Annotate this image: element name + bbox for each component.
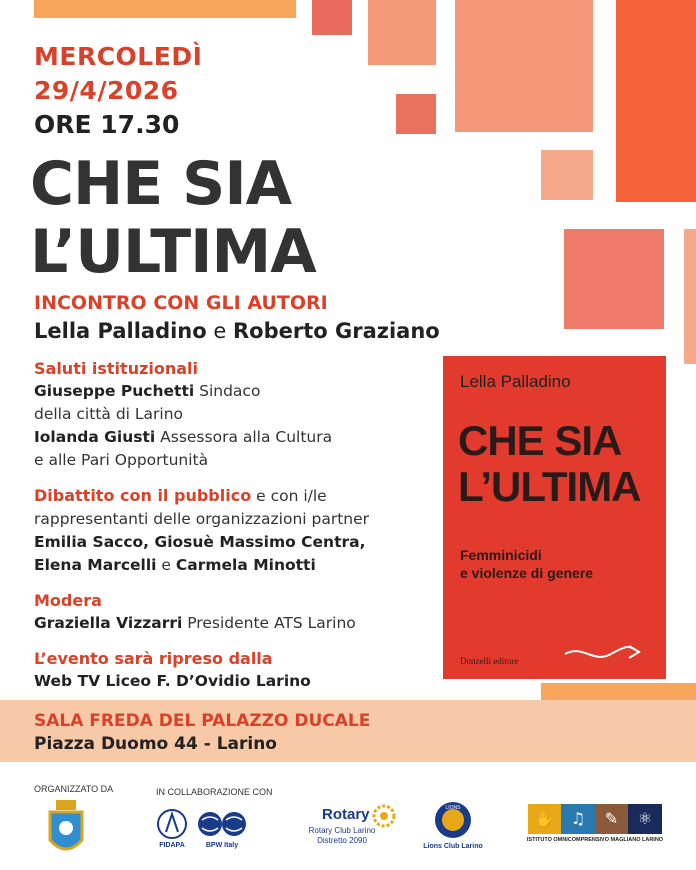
fidapa-logo-icon [156, 808, 188, 840]
names-conj: e [161, 556, 171, 574]
event-date: 29/4/2026 [34, 76, 179, 105]
debate-text-cont: rappresentanti delle organizzazioni partner [34, 510, 370, 528]
book-title-line-1: CHE SIA [458, 417, 622, 464]
debate-heading: Dibattito con il pubblico [34, 486, 252, 505]
deco-strip [684, 229, 696, 364]
broadcast-channel: Web TV Liceo F. D’Ovidio Larino [34, 672, 311, 690]
greetings-heading: Saluti istituzionali [34, 359, 199, 378]
lions-logo-icon [433, 800, 473, 840]
fidapa-label: FIDAPA [159, 842, 185, 849]
broadcast-heading: L’evento sarà ripreso dalla [34, 649, 273, 668]
book-publisher: Donzelli editore [460, 656, 519, 666]
person-role-cont: della città di Larino [34, 405, 184, 423]
rotary-club-label: Rotary Club Larino [308, 826, 376, 835]
organized-by-label: ORGANIZZATO DA [34, 784, 114, 794]
deco-square [396, 94, 436, 134]
institute-label: ISTITUTO OMNICOMPRENSIVO MAGLIANO LARINO [526, 837, 664, 843]
greetings-person-2 [34, 426, 444, 449]
book-title [458, 418, 641, 510]
book-subtitle-line-2: e violenze di genere [460, 565, 594, 581]
person-name: Iolanda Giusti [34, 428, 156, 446]
squiggle-arrow-icon [563, 640, 643, 666]
lions-ring-text: LIONS [445, 805, 461, 811]
greetings-person-1 [34, 380, 444, 403]
debate-line-1 [34, 484, 444, 508]
collaboration-label: IN COLLABORAZIONE CON [156, 787, 273, 797]
person-name: Giuseppe Puchetti [34, 382, 195, 400]
moderator-section [34, 589, 444, 635]
institute-logo-tile-music-icon: ♫ [561, 804, 595, 834]
book-subtitle [460, 546, 593, 582]
institute-logo-tile-hand-icon: ✋ [528, 804, 561, 834]
person-role: Assessora alla Cultura [160, 428, 333, 446]
authors-line [34, 319, 440, 343]
program-details [34, 357, 444, 699]
person-role-cont: e alle Pari Opportunità [34, 451, 209, 469]
broadcast-text [34, 670, 444, 693]
moderator-name: Graziella Vizzarri [34, 614, 183, 632]
rotary-wheel-icon [372, 804, 396, 828]
debate-section [34, 484, 444, 577]
moderator-heading: Modera [34, 591, 102, 610]
event-datetime [34, 40, 202, 142]
rotary-wordmark: Rotary [322, 806, 370, 823]
deco-square [541, 150, 593, 200]
rotary-district-label: Distretto 2090 [317, 836, 367, 845]
moderator-line [34, 612, 444, 635]
subtitle: INCONTRO CON GLI AUTORI [34, 292, 328, 314]
venue-name: SALA FREDA DEL PALAZZO DUCALE [34, 711, 371, 731]
event-day: MERCOLEDÌ [34, 42, 203, 71]
debate-text: e con i/le [256, 487, 327, 505]
title-line-2: L’ULTIMA [30, 217, 316, 287]
author-2: Roberto Graziano [232, 319, 440, 343]
debate-names-2 [34, 554, 444, 577]
book-subtitle-line-1: Femminicidi [460, 547, 542, 563]
debate-names-1 [34, 531, 444, 554]
name: Elena Marcelli [34, 556, 157, 574]
deco-square [455, 0, 593, 132]
event-time: ORE 17.30 [34, 110, 180, 139]
poster-title [30, 150, 316, 286]
title-line-1: CHE SIA [30, 149, 292, 219]
person-role: Sindaco [199, 382, 261, 400]
author-1: Lella Palladino [34, 319, 207, 343]
names: Emilia Sacco, Giosuè Massimo Centra, [34, 533, 366, 551]
broadcast-section [34, 647, 444, 693]
larino-coat-of-arms-icon [46, 798, 86, 860]
institute-logo-tile-art-icon: ✎ [595, 804, 628, 834]
deco-square [616, 0, 696, 202]
venue-address: Piazza Duomo 44 - Larino [34, 734, 277, 754]
institute-logo-tile-science-icon: ⚛ [628, 804, 662, 834]
moderator-role: Presidente ATS Larino [187, 614, 356, 632]
lions-club-label: Lions Club Larino [423, 843, 483, 850]
book-author: Lella Palladino [460, 372, 571, 391]
deco-square [312, 0, 352, 35]
deco-square [564, 229, 664, 329]
greetings-section [34, 357, 444, 472]
authors-conj: e [213, 319, 227, 343]
deco-bar-top [34, 0, 296, 18]
bpw-label: BPW Italy [205, 842, 239, 849]
book-cover [443, 356, 666, 679]
bpw-logo-icon [196, 810, 248, 838]
book-title-line-2: L’ULTIMA [458, 463, 641, 510]
name: Carmela Minotti [175, 556, 316, 574]
institute-logo [528, 804, 662, 834]
deco-square [368, 0, 436, 65]
